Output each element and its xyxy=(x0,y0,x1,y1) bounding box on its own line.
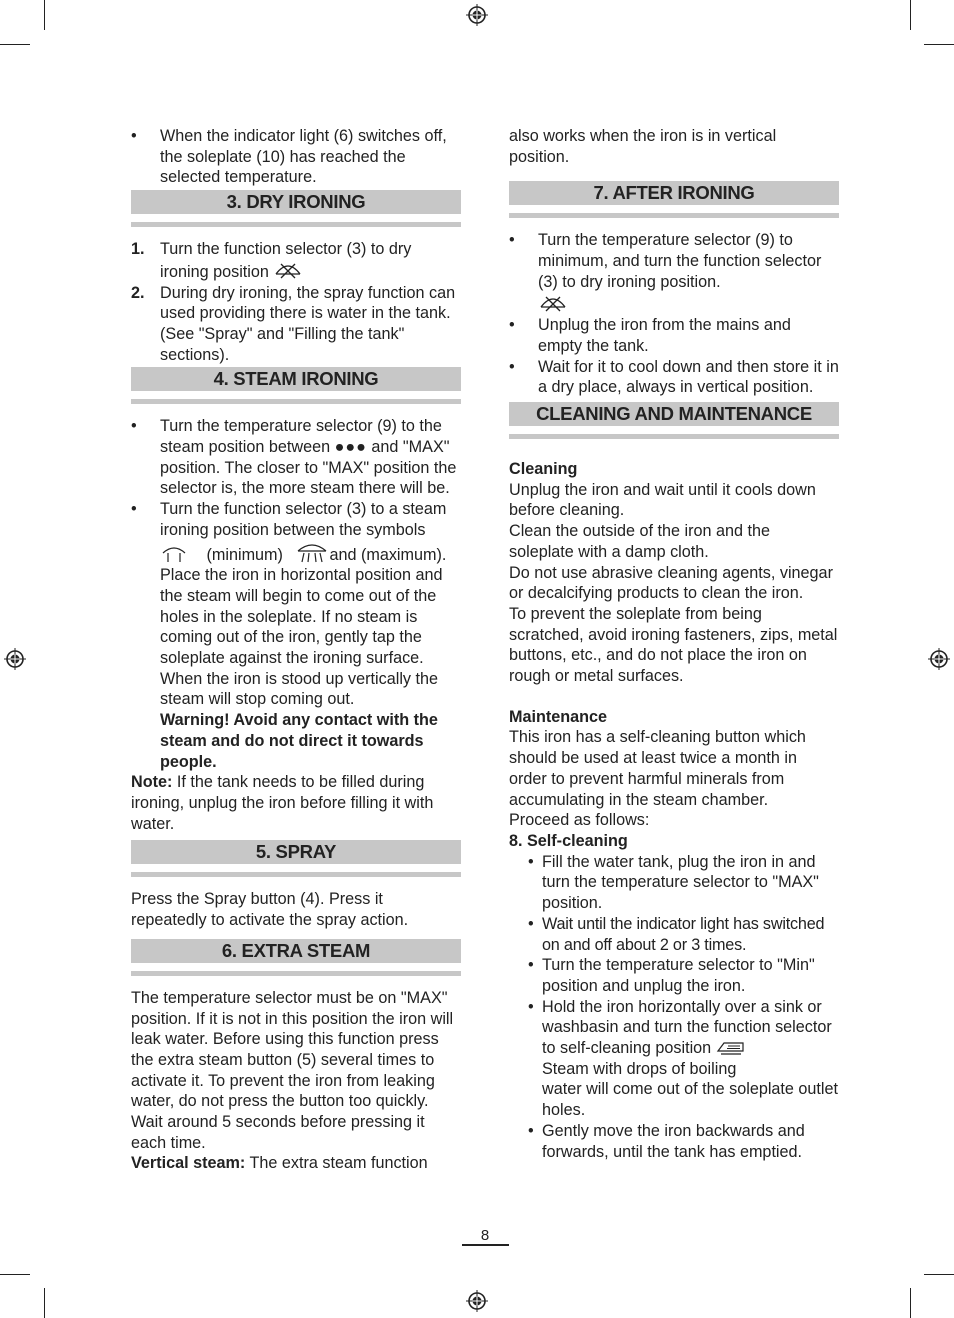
section-heading xyxy=(131,840,461,877)
min-steam-symbol-icon xyxy=(160,543,188,563)
list-item xyxy=(509,997,839,1121)
heading-dry-ironing: 3. DRY IRONING xyxy=(131,190,461,214)
heading-rule xyxy=(131,872,461,877)
bullet-text: When the indicator light (6) switches off, the soleplate (10) has reached the selected temperature. xyxy=(160,127,447,187)
list-item xyxy=(509,852,839,914)
bullet-text: Fill the water tank, plug the iron in and turn the temperature selector to "MAX" position. xyxy=(542,852,819,913)
heading-rule xyxy=(131,222,461,227)
crop-mark xyxy=(44,1288,45,1318)
heading-steam-ironing: 4. STEAM IRONING xyxy=(131,367,461,391)
dry-iron-symbol-icon xyxy=(538,293,568,313)
list-item xyxy=(131,499,461,772)
bullet-text: Wait for it to cool down and then store it in a dry place, always in vertical position. xyxy=(538,357,839,397)
continuation-paragraph: also works when the iron is in vertical position. xyxy=(509,127,777,166)
bullet-text: Wait until the indicator light has switched on and off about 2 or 3 times. xyxy=(542,914,825,954)
section-heading xyxy=(131,367,461,404)
spray-paragraph: Press the Spray button (4). Press it repeatedly to activate the spray action. xyxy=(131,890,409,930)
heading-cleaning-maintenance: CLEANING AND MAINTENANCE xyxy=(509,402,839,426)
heading-rule xyxy=(131,399,461,404)
cleaning-label-text: Cleaning xyxy=(509,460,578,479)
registration-mark-icon xyxy=(4,648,26,670)
page-number: 8 xyxy=(480,1227,490,1244)
list-item xyxy=(131,283,461,366)
max-steam-symbol-icon xyxy=(295,541,329,563)
maintenance-label xyxy=(509,707,839,728)
crop-mark xyxy=(924,1274,954,1275)
bullet-text: and "MAX" position. The closer to "MAX" position the selector is, the more steam there will be. xyxy=(160,438,457,498)
list-item xyxy=(509,955,839,996)
crop-mark xyxy=(924,44,954,45)
min-label: (minimum) xyxy=(206,545,283,564)
list-item xyxy=(509,315,839,356)
cleaning-label xyxy=(509,459,839,480)
vertical-steam-text: The extra steam function xyxy=(249,1154,428,1173)
note-paragraph xyxy=(131,772,461,834)
bullet-text: Gently move the iron backwards and forwards, until the tank has emptied. xyxy=(542,1121,805,1161)
note-text: If the tank needs to be filled during ironing, unplug the iron before filling it with water. xyxy=(131,773,434,833)
section-heading xyxy=(131,190,461,227)
self-cleaning-label-text: 8. Self-cleaning xyxy=(509,831,628,850)
heading-rule xyxy=(509,213,839,218)
bullet: • xyxy=(528,997,534,1016)
item-number: 1. xyxy=(131,240,145,259)
item-text: During dry ironing, the spray function can used providing there is water in the tank. (See "Spray" and "Filling the tank" sections). xyxy=(160,283,456,364)
heading-spray: 5. SPRAY xyxy=(131,840,461,864)
registration-mark-icon xyxy=(466,1290,488,1312)
crop-mark xyxy=(910,1288,911,1318)
bullet-text: Hold the iron horizontally over a sink or washbasin and turn the function selector to self-cleaning position xyxy=(542,997,832,1058)
cleaning-line: Do not use abrasive cleaning agents, vinegar or decalcifying products to clean the iron. xyxy=(509,563,833,603)
heading-rule xyxy=(131,971,461,976)
left-column xyxy=(131,126,461,1174)
section-heading xyxy=(509,402,839,439)
vertical-steam-label: Vertical steam: xyxy=(131,1154,246,1173)
self-clean-symbol-icon xyxy=(716,1040,746,1056)
list-item xyxy=(509,230,839,315)
right-column xyxy=(509,126,839,1162)
bullet: • xyxy=(131,417,137,436)
heading-after-ironing: 7. AFTER IRONING xyxy=(509,181,839,205)
bullet-text: Unplug the iron from the mains and empty the tank. xyxy=(538,316,791,355)
bullet-text: Steam with drops of boiling xyxy=(542,1059,737,1078)
list-item xyxy=(131,239,461,282)
list-item xyxy=(131,416,461,499)
bullet: • xyxy=(528,956,534,975)
proceed-line: Proceed as follows: xyxy=(509,811,650,830)
bullet-text: Turn the temperature selector (9) to minimum, and turn the function selector (3) to dry ironing position. xyxy=(538,231,822,291)
list-item xyxy=(509,357,839,398)
page-number-rule xyxy=(462,1244,509,1246)
dry-iron-symbol-icon xyxy=(273,260,303,280)
item-number: 2. xyxy=(131,283,145,302)
registration-mark-icon xyxy=(466,4,488,26)
crop-mark xyxy=(0,44,30,45)
list-item xyxy=(131,126,461,188)
note-label: Note: xyxy=(131,773,173,792)
bullet: • xyxy=(509,357,515,376)
heading-rule xyxy=(509,434,839,439)
bullet: • xyxy=(131,500,137,519)
list-item xyxy=(509,914,839,955)
registration-mark-icon xyxy=(928,648,950,670)
crop-mark xyxy=(0,1274,30,1275)
bullet-text: Turn the temperature selector (9) to the steam position between xyxy=(160,417,442,457)
bullet: • xyxy=(528,1121,534,1140)
cleaning-line: Clean the outside of the iron and the soleplate with a damp cloth. xyxy=(509,522,770,561)
extra-steam-paragraph: The temperature selector must be on "MAX" position. If it is not in this position the iron will leak water. Before using this function press the extra steam button (5) several times to activate it. To prevent the iron from leaking water, do not press the button too quickly. Wait around 5 seconds before pressing it each time. xyxy=(131,988,454,1152)
warning-text: Warning! Avoid any contact with the steam and do not direct it towards people. xyxy=(160,711,438,771)
vertical-steam-paragraph xyxy=(131,1153,461,1174)
bullet-text: Turn the temperature selector to "Min" position and unplug the iron. xyxy=(542,956,815,995)
temperature-dots: ●●● xyxy=(334,438,367,457)
bullet: • xyxy=(509,316,515,335)
self-cleaning-label xyxy=(509,831,839,852)
crop-mark xyxy=(44,0,45,30)
section-heading xyxy=(131,939,461,976)
bullet-text: water will come out of the soleplate outlet holes. xyxy=(542,1080,839,1120)
heading-extra-steam: 6. EXTRA STEAM xyxy=(131,939,461,963)
maintenance-label-text: Maintenance xyxy=(509,707,608,726)
bullet: • xyxy=(131,127,137,145)
bullet: • xyxy=(528,852,534,871)
bullet-text: Place the iron in horizontal position and the steam will begin to come out of the holes in the soleplate. If no steam is coming out of the iron, gently tap the soleplate against the ironing surface. When the iron is stood up vertically the steam will stop coming out. xyxy=(160,566,443,709)
bullet: • xyxy=(528,914,534,933)
item-text: Turn the function selector (3) to dry ironing position xyxy=(160,240,412,281)
maintenance-paragraph: This iron has a self-cleaning button which should be used at least twice a month in order to prevent harmful minerals from accumulating in the steam chamber. xyxy=(509,728,806,809)
max-label: and (maximum). xyxy=(329,545,447,564)
bullet: • xyxy=(509,231,515,250)
bullet-text: Turn the function selector (3) to a steam ironing position between the symbols xyxy=(160,500,447,539)
list-item xyxy=(509,1121,839,1162)
section-heading xyxy=(509,181,839,218)
crop-mark xyxy=(910,0,911,30)
cleaning-line: To prevent the soleplate from being scratched, avoid ironing fasteners, zips, metal buttons, etc., and do not place the iron on rough or metal surfaces. xyxy=(509,604,838,686)
cleaning-line: Unplug the iron and wait until it cools down before cleaning. xyxy=(509,480,816,520)
